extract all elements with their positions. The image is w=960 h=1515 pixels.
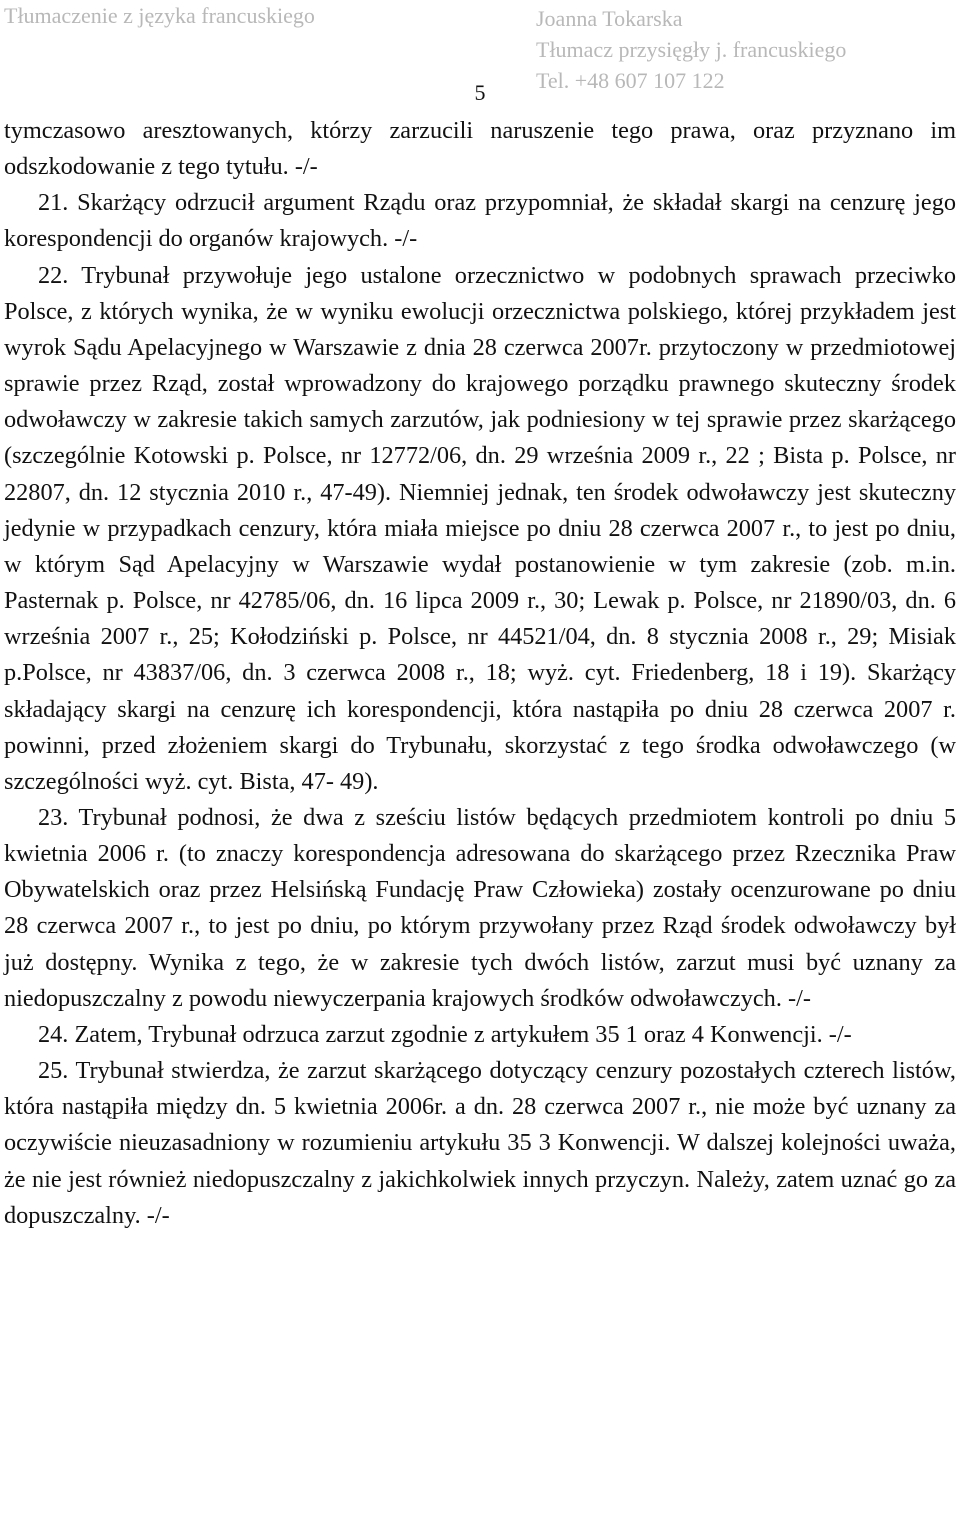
- header-translator-name: Joanna Tokarska: [536, 6, 683, 31]
- paragraph-23: 23. Trybunał podnosi, że dwa z sześciu listów będących przedmiotem kontroli po dniu 5 kwietnia 2006 r. (to znaczy korespondencja adresowana do skarżącego przez Rzecznika Praw Obywatelskich oraz przez Helsińską Fundację Praw Człowieka) zostały ocenzurowane po dniu 28 czerwca 2007 r., to jest po dniu, po którym przywołany przez Rząd środek odwoławczy był już dostępny. Wynika z tego, że w zakresie tych dwóch listów, zarzut musi być uznany za niedopuszczalny z powodu niewyczerpania krajowych środków odwoławczych. -/-: [4, 803, 956, 1012]
- paragraph-21: 21. Skarżący odrzucił argument Rządu oraz przypomniał, że składał skargi na cenzurę jego korespondencji do organów krajowych. -/-: [4, 189, 956, 253]
- paragraph-24: 24. Zatem, Trybunał odrzuca zarzut zgodnie z artykułem 35 1 oraz 4 Konwencji. -/-: [38, 1020, 852, 1048]
- paragraph-continuation: tymczasowo aresztowanych, którzy zarzucili naruszenie tego prawa, oraz przyznano im odszkodowanie z tego tytułu. -/-: [4, 117, 956, 181]
- header-translator-title: Tłumacz przysięgły j. francuskiego: [536, 37, 847, 62]
- page-header: [0, 0, 960, 93]
- header-translation-note: Tłumaczenie z języka francuskiego: [4, 3, 315, 28]
- header-translator-phone: Tel. +48 607 107 122: [536, 68, 725, 93]
- paragraph-25: 25. Trybunał stwierdza, że zarzut skarżącego dotyczący cenzury pozostałych czterech listów, która nastąpiła między dn. 5 kwietnia 2006r. a dn. 28 czerwca 2007 r., nie może być uznany za oczywiście nieuzasadniony w rozumieniu artykułu 35 3 Konwencji. W dalszej kolejności uważa, że nie jest również niedopuszczalny z jakichkolwiek innych przyczyn. Należy, zatem uznać go za dopuszczalny. -/-: [4, 1057, 956, 1229]
- document-body: [4, 113, 956, 1234]
- paragraph-22: 22. Trybunał przywołuje jego ustalone orzecznictwo w podobnych sprawach przeciwko Polsce, z których wynika, że w wyniku ewolucji orzecznictwa polskiego, której przykładem jest wyrok Sądu Apelacyjnego w Warszawie z dnia 28 czerwca 2007r. przytoczony w przedmiotowej sprawie przez Rząd, został wprowadzony do krajowego porządku prawnego skuteczny środek odwoławczy w zakresie takich samych zarzutów, jak podniesiony w tej sprawie przez skarżącego (szczególnie Kotowski p. Polsce, nr 12772/06, dn. 29 września 2009 r., 22 ; Bista p. Polsce, nr 22807, dn. 12 stycznia 2010 r., 47-49). Niemniej jednak, ten środek odwoławczy jest skuteczny jedynie w przypadkach cenzury, która miała miejsce po dniu 28 czerwca 2007 r., to jest po dniu, w którym Sąd Apelacyjny w Warszawie wydał postanowienie w tym zakresie (zob. m.in. Pasternak p. Polsce, nr 42785/06, dn. 16 lipca 2009 r., 30; Lewak p. Polsce, nr 21890/03, dn. 6 września 2007 r., 25; Kołodziński p. Polsce, nr 44521/04, dn. 8 stycznia 2008 r., 29; Misiak p.Polsce, nr 43837/06, dn. 3 czerwca 2008 r., 18; wyż. cyt. Friedenberg, 18 i 19). Skarżący składający skargi na cenzurę ich korespondencji, która nastąpiła po dniu 28 czerwca 2007 r. powinni, przed złożeniem skargi do Trybunału, skorzystać z tego środka odwoławczego (w szczególności wyż. cyt. Bista, 47- 49).: [4, 261, 956, 795]
- page-number: 5: [474, 80, 486, 105]
